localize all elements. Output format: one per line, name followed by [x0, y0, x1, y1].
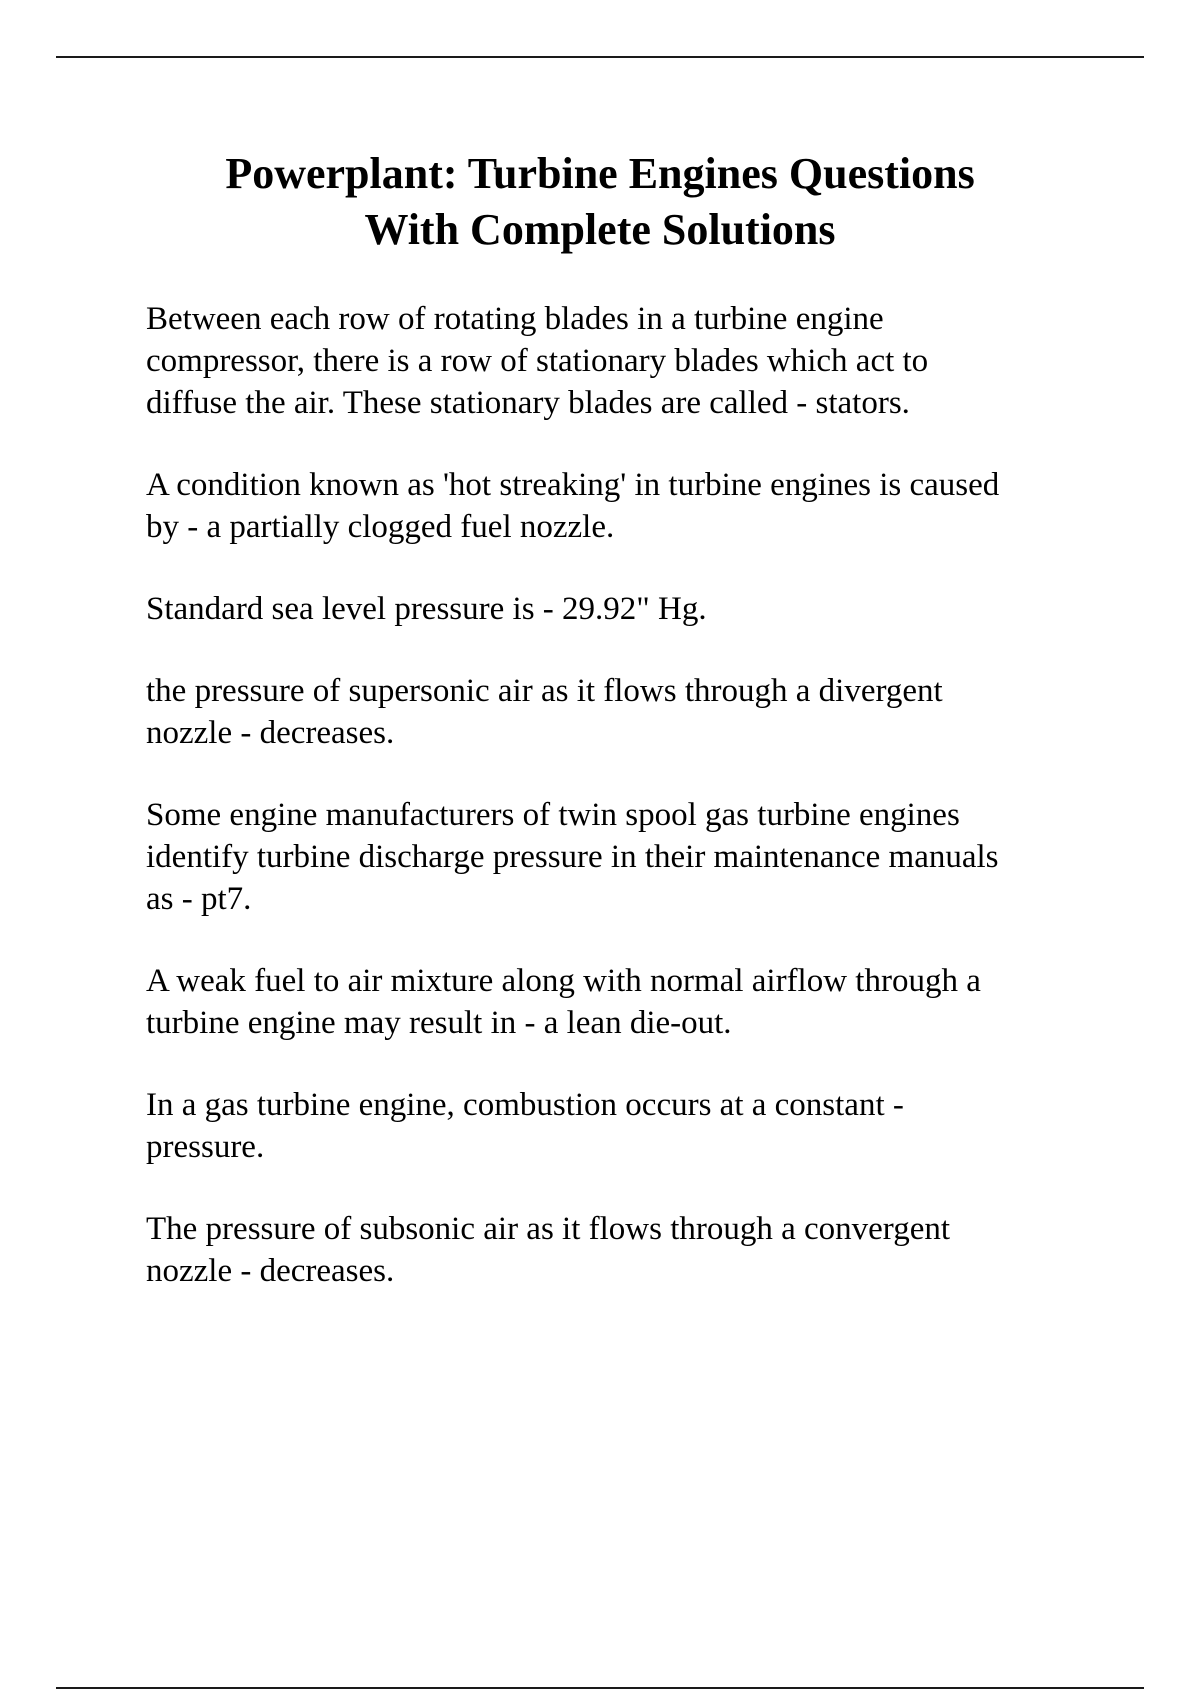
qa-item: A condition known as 'hot streaking' in turbine engines is caused by - a partially clogged fuel nozzle.: [146, 467, 1000, 545]
qa-item: The pressure of subsonic air as it flows through a convergent nozzle - decreases.: [146, 1211, 951, 1289]
top-rule: [56, 56, 1144, 58]
qa-item: Some engine manufacturers of twin spool gas turbine engines identify turbine discharge pressure in their maintenance manuals as - pt7.: [146, 797, 999, 917]
qa-item: In a gas turbine engine, combustion occurs at a constant - pressure.: [146, 1087, 904, 1165]
qa-list: [146, 298, 1096, 1332]
document-title: [120, 146, 1080, 258]
title-line-2: With Complete Solutions: [364, 205, 836, 254]
qa-item: A weak fuel to air mixture along with normal airflow through a turbine engine may result in - a lean die-out.: [146, 963, 981, 1041]
title-line-1: Powerplant: Turbine Engines Questions: [225, 149, 975, 198]
qa-item: the pressure of supersonic air as it flows through a divergent nozzle - decreases.: [146, 673, 943, 751]
bottom-rule: [56, 1687, 1144, 1689]
qa-item: Standard sea level pressure is - 29.92" Hg.: [146, 591, 707, 627]
qa-item: Between each row of rotating blades in a turbine engine compressor, there is a row of stationary blades which act to diffuse the air. These stationary blades are called - stators.: [146, 301, 929, 421]
